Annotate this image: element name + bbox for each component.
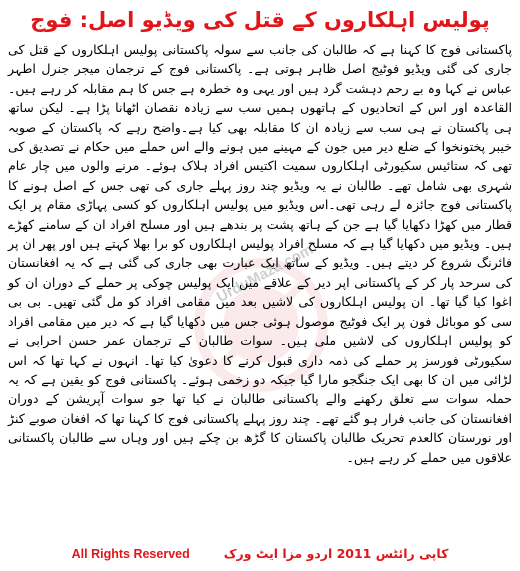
article-title: پولیس اہلکاروں کے قتل کی ویڈیو اصل: فوج (30, 8, 490, 32)
rights-text: All Rights Reserved (71, 547, 190, 561)
article-body (8, 40, 512, 467)
article-paragraph: پاکستانی فوج کا کہنا ہے کہ طالبان کی جانب سے سولہ پاکستانی پولیس اہلکاروں کے قتل کی جاری کی گئی ویڈیو فوٹیج اصل ظاہر ہوتی ہے۔ پاکستانی فوج کے ترجمان میجر جنرل اطہر عباس نے کہا وہ بے رحم دہشت گرد ہیں اور یہی وہ خطرہ ہے جس کا ہم مقابلہ کر رہے ہیں۔القاعدہ اور اس کے اتحادیوں کے ہاتھوں ہمیں سب سے زیادہ نقصان اٹھانا پڑا ہے۔ لیکن ساتھ ہی پاکستان نے ہی سب سے زیادہ ان کا مقابلہ بھی کیا ہے۔واضح رہے کہ پاکستان کے صوبہ خیبر پختونخوا کے ضلع دیر میں جون کے مہینے میں ہونے والے اس حملے میں حکام نے تصدیق کی تھی کہ ستائیس سکیورٹی اہلکاروں سمیت اکتیس افراد ہلاک ہوئے۔ مرنے والوں میں چار عام شہری بھی شامل تھے۔ طالبان نے یہ ویڈیو چند روز پہلے جاری کی تھی جس کے اصل ہونے کا پاکستانی فوج جائزہ لے رہی تھی۔اس ویڈیو میں پولیس اہلکاروں کو کسی پہاڑی مقام پر ایک قطار میں کھڑا دکھایا گیا ہے جن کے ہاتھ پشت پر بندھے ہیں اور مسلح افراد ان کے سامنے کھڑے ہیں۔ ویڈیو میں دکھایا گیا ہے کہ مسلح افراد پولیس اہلکاروں کو برا بھلا کہتے ہیں اور پھر ان پر فائرنگ شروع کر دیتے ہیں۔ ویڈیو کے ساتھ ایک عبارت بھی جاری کی گئی ہے کہ یہ افغانستان کی سرحد پار کر کے پاکستانی اپر دیر کے علاقے میں ایک پولیس چوکی پر حملے کے دوران ان کو اغوا کیا گیا تھا۔ ان پولیس اہلکاروں کی لاشیں بعد میں مقامی افراد کو مل گئی تھیں۔ بی بی سی کو موبائل فون پر ایک فوٹیج موصول ہوئی جس میں دکھایا گیا ہے کہ دیر میں مقامی افراد کو پولیس اہلکاروں کی لاشیں ملی ہیں۔ سوات طالبان کے ترجمان عمر حسن احرابی نے سکیورٹی فورسز پر حملے کی ذمہ داری قبول کرنے کا دعویٰ کیا تھا۔ انہوں نے کہا تھا کہ اس لڑائی میں ان کا بھی ایک جنگجو مارا گیا جبکہ دو زخمی ہوئے۔ پاکستانی فوج کو یقین ہے کہ یہ حملہ سوات سے تعلق رکھنے والے پاکستانی طالبان نے کیا تھا جو سوات آپریشن کے دوران افغانستان کی جانب فرار ہو گئے تھے۔ چند روز پہلے پاکستانی فوج کا کہنا تھا کہ افغان صوبے کنڑ اور نورستان کالعدم تحریک طالبان پاکستان کا گڑھ بن چکے ہیں اور وہاں سے طالبان پاکستانی علاقوں میں حملے کر رہے ہیں۔ (8, 42, 512, 465)
watermark-text: UrduMaza.com (213, 240, 317, 307)
footer (0, 544, 520, 564)
copyright-text: کاپی رائٹس 2011 اردو مزا ایٹ ورک (223, 546, 449, 561)
